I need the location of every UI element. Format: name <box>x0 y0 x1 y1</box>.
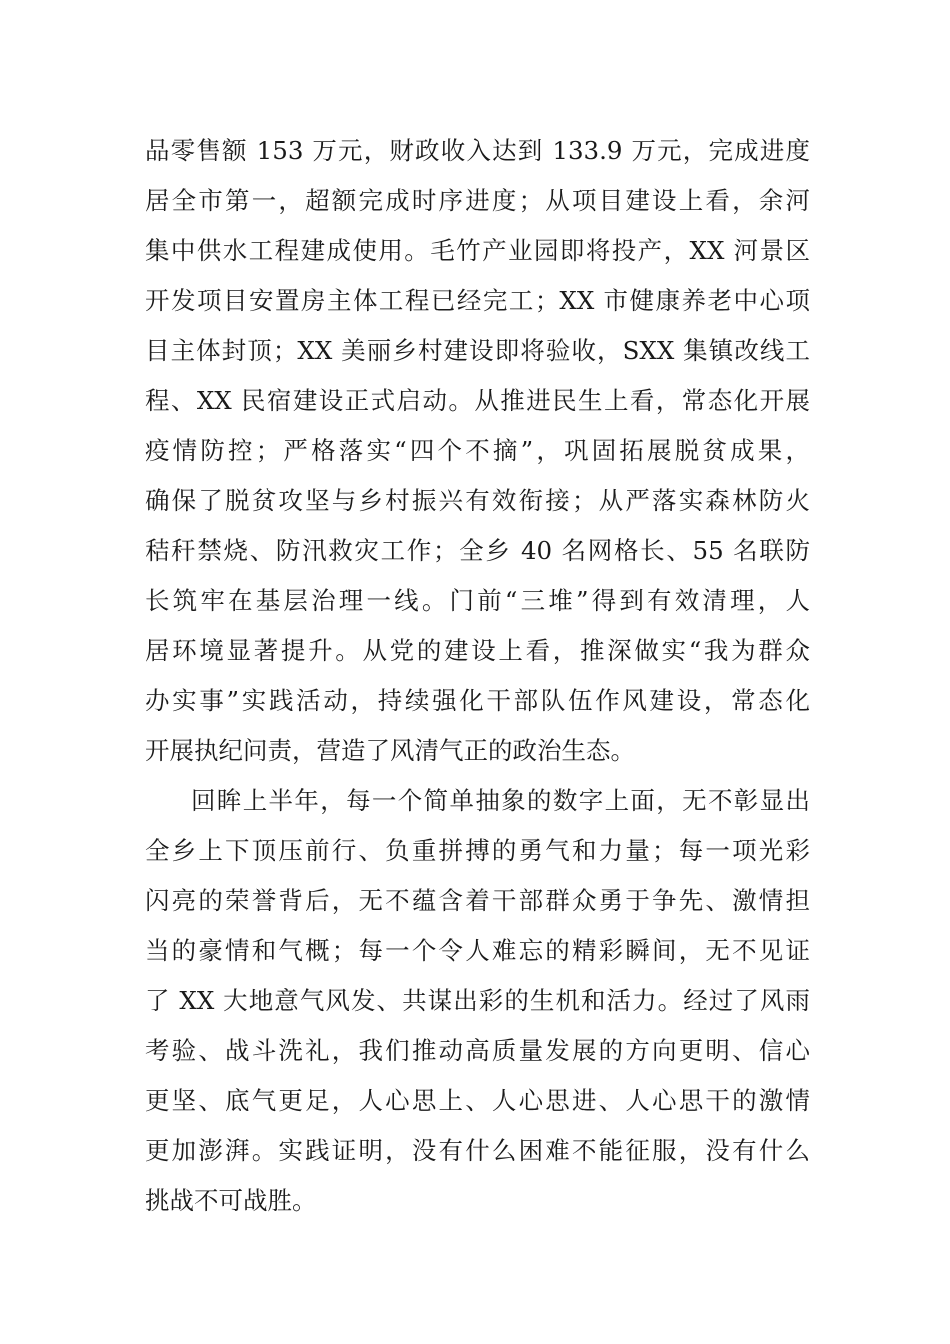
text-line: 目主体封顶；XX 美丽乡村建设即将验收，SXX 集镇改线工 <box>145 336 810 365</box>
text-line: 居环境显著提升。从党的建设上看，推深做实“我为群众 <box>145 636 810 665</box>
text-line: 疫情防控；严格落实“四个不摘”，巩固拓展脱贫成果， <box>145 436 810 465</box>
text-line: 品零售额 153 万元，财政收入达到 133.9 万元，完成进度 <box>145 136 810 165</box>
text-line: 程、XX 民宿建设正式启动。从推进民生上看，常态化开展 <box>145 386 810 415</box>
text-line: 集中供水工程建成使用。毛竹产业园即将投产，XX 河景区 <box>145 236 810 265</box>
text-line: 开发项目安置房主体工程已经完工；XX 市健康养老中心项 <box>145 286 810 315</box>
text-line: 确保了脱贫攻坚与乡村振兴有效衔接；从严落实森林防火 <box>145 486 810 515</box>
text-line: 更坚、底气更足，人心思上、人心思进、人心思干的激情 <box>145 1086 810 1115</box>
text-line: 考验、战斗洗礼，我们推动高质量发展的方向更明、信心 <box>145 1036 810 1065</box>
text-line: 秸秆禁烧、防汛救灾工作；全乡 40 名网格长、55 名联防 <box>145 536 810 565</box>
text-line: 更加澎湃。实践证明，没有什么困难不能征服，没有什么 <box>145 1136 810 1165</box>
paragraph-1 <box>145 126 810 776</box>
text-line: 当的豪情和气概；每一个令人难忘的精彩瞬间，无不见证 <box>145 936 810 965</box>
text-line: 回眸上半年，每一个简单抽象的数字上面，无不彰显出 <box>191 786 810 815</box>
body-text <box>145 126 810 1226</box>
text-line: 全乡上下顶压前行、负重拼搏的勇气和力量；每一项光彩 <box>145 836 810 865</box>
text-line: 开展执纪问责，营造了风清气正的政治生态。 <box>145 736 635 765</box>
text-line: 闪亮的荣誉背后，无不蕴含着干部群众勇于争先、激情担 <box>145 886 810 915</box>
paragraph-2 <box>145 776 810 1226</box>
text-line: 居全市第一，超额完成时序进度；从项目建设上看，余河 <box>145 186 810 215</box>
text-line: 挑战不可战胜。 <box>145 1186 317 1215</box>
text-line: 办实事”实践活动，持续强化干部队伍作风建设，常态化 <box>145 686 810 715</box>
text-line: 长筑牢在基层治理一线。门前“三堆”得到有效清理，人 <box>145 586 810 615</box>
text-line: 了 XX 大地意气风发、共谋出彩的生机和活力。经过了风雨 <box>145 986 810 1015</box>
